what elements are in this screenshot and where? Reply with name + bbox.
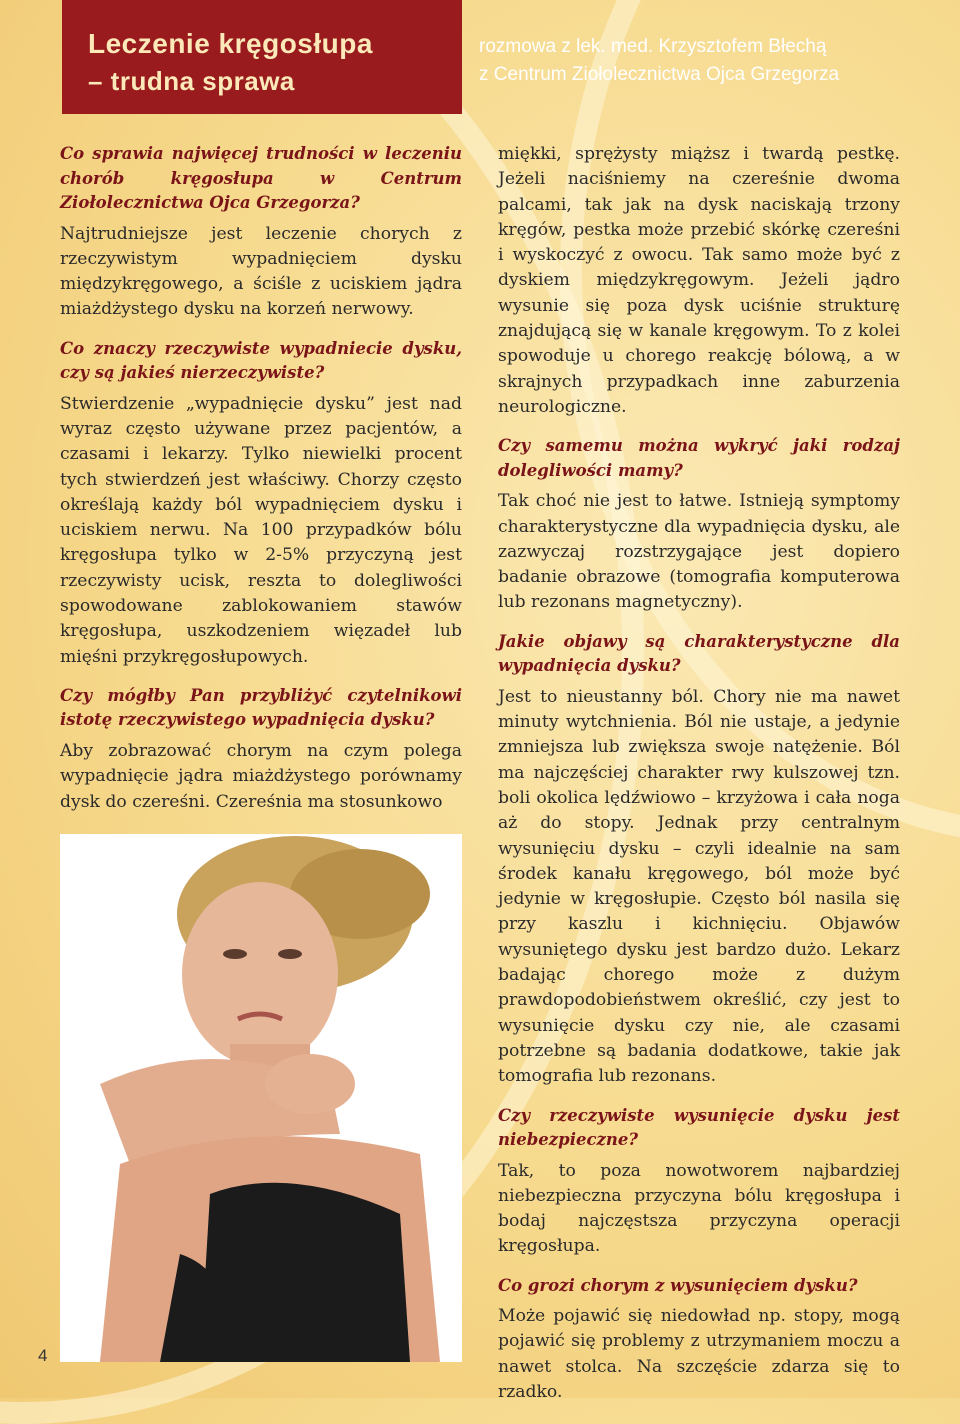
question: Co znaczy rzeczywiste wypadniecie dysku, czy są jakieś nierzeczywiste? [60, 338, 462, 383]
title-line-2: – trudna sprawa [88, 66, 295, 96]
woman-neck-pain-photo [60, 834, 462, 1362]
answer: Tak choć nie jest to łatwe. Istnieją symptomy charakterystyczne dla wypadnięcia dysku, ale zazwyczaj rozstrzygające jest dopiero badanie obrazowe (tomografia komputerowa lub rezonans magnetyczny). [498, 491, 900, 613]
question: Czy mógłby Pan przybliżyć czytelnikowi istotę rzeczywistego wypadnięcia dysku? [60, 685, 462, 730]
answer: Jest to nieustanny ból. Chory nie ma nawet minuty wytchnienia. Ból nie ustaje, a jedynie zmniejsza lub zwiększa swoje natężenie. Ból ma najczęściej charakter rwy kulszowej tzn. boli okolica lędźwiowo – krzyżowa i cała noga aż do stopy. Jednak przy centralnym wysunięciu dysku – czyli idealnie na sam środek kanału kręgowego, ból może być jedynie w kręgosłupie. Często ból nasila się przy kaszlu i kichnięciu. Objawów wysuniętego dysku jest bardzo dużo. Lekarz badając chorego może z dużym prawdopodobieństwem określić, czy jest to wysunięcie dysku czy nie, ale czasami potrzebne są badania dodatkowe, takie jak tomografia lub rezonans. [498, 686, 900, 1087]
answer-continuation: miękki, sprężysty miąższ i twardą pestkę. Jeżeli naciśniemy na czereśnie dwoma palcami, tak jak na dysk naciskają trzony kręgów, pestka może przebić skórkę czereśni i wyskoczyć z owocu. Tak samo może być z dyskiem międzykręgowym. Jeżeli jądro wysunie się poza dysk uciśnie strukturę znajdującą się w kanale kręgowym. To z kolei spowoduje u chorego reakcję bólową, a w skrajnych przypadkach inne zaburzenia neurologiczne. [498, 144, 900, 417]
answer: Może pojawić się niedowład np. stopy, mogą pojawić się problemy z utrzymaniem moczu a nawet stolca. Na szczęście zdarza się to rzadko. [498, 1306, 900, 1403]
page-number: 4 [38, 1346, 48, 1365]
right-column [498, 142, 900, 1405]
question: Co grozi chorym z wysunięciem dysku? [498, 1275, 858, 1295]
interview-byline-2: z Centrum Ziołolecznictwa Ojca Grzegorza [479, 64, 840, 85]
interview-byline-1: rozmowa z lek. med. Krzysztofem Błechą [479, 36, 827, 57]
question: Co sprawia najwięcej trudności w leczeniu chorób kręgosłupa w Centrum Ziołolecznictwa Ojca Grzegorza? [60, 144, 462, 212]
question: Jakie objawy są charakterystyczne dla wypadnięcia dysku? [498, 631, 900, 676]
answer: Tak, to poza nowotworem najbardziej niebezpieczna przyczyna bólu kręgosłupa i bodaj najczęstsza przyczyna operacji kręgosłupa. [498, 1160, 900, 1257]
question: Czy samemu można wykryć jaki rodzaj dolegliwości mamy? [498, 436, 900, 480]
title-line-1: Leczenie kręgosłupa [88, 28, 373, 59]
question: Czy rzeczywiste wysunięcie dysku jest niebezpieczne? [498, 1105, 900, 1149]
title-banner [62, 0, 462, 114]
answer: Najtrudniejsze jest leczenie chorych z rzeczywistym wypadnięciem dysku międzykręgowego, a ściśle z uciskiem jądra miażdżystego dysku na korzeń nerwowy. [60, 223, 462, 320]
answer: Stwierdzenie „wypadnięcie dysku” jest nad wyraz często używane przez pacjentów, a czasami i lekarzy. Tylko niewielki procent tych stwierdzeń jest właściwy. Chorzy często określają każdy ból wypadnięciem dysku i uciskiem nerwu. Na 100 przypadków bólu kręgosłupa tylko w 2-5% przyczyną jest rzeczywisty ucisk, reszta to dolegliwości spowodowane zablokowaniem stawów kręgosłupa, uszkodzeniem więzadeł lub mięśni przykręgosłupowych. [60, 393, 462, 667]
answer: Aby zobrazować chorym na czym polega wypadnięcie jądra miażdżystego porównamy dysk do czereśni. Czereśnia ma stosunkowo [60, 740, 462, 812]
left-column [60, 142, 462, 815]
